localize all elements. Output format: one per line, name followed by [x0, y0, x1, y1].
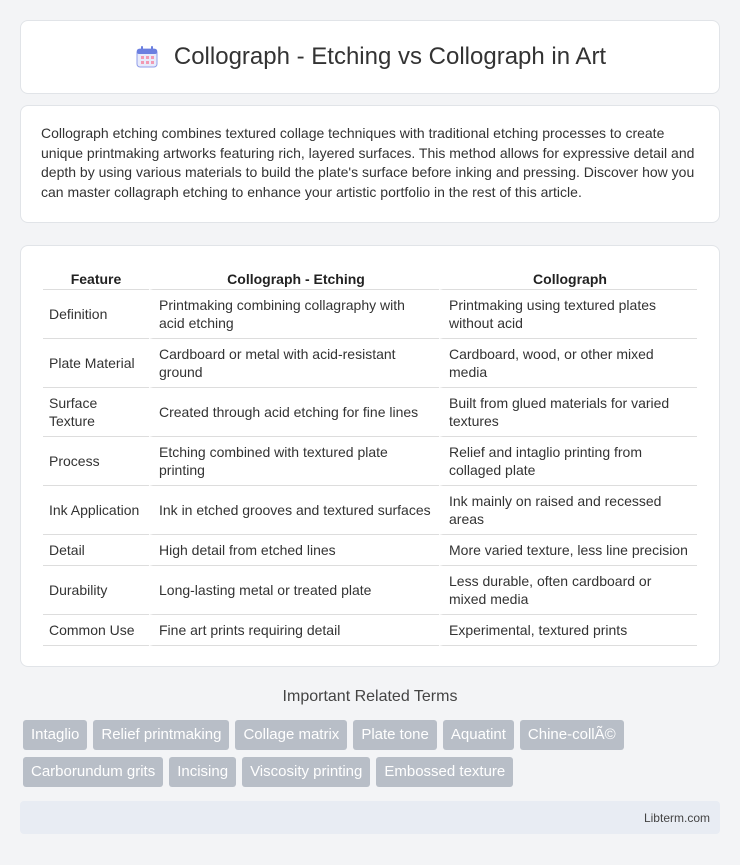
- table-cell: Definition: [43, 290, 149, 339]
- table-header-row: [43, 264, 697, 290]
- related-term-tag[interactable]: Plate tone: [353, 720, 437, 750]
- table-row: [43, 437, 697, 486]
- table-row: [43, 486, 697, 535]
- table-cell: Ink mainly on raised and recessed areas: [439, 486, 697, 535]
- footer-site-link[interactable]: Libterm.com: [643, 811, 710, 825]
- table-row: [43, 339, 697, 388]
- table-cell: Durability: [43, 566, 149, 615]
- table-row: [43, 535, 697, 566]
- table-cell: Built from glued materials for varied textures: [439, 388, 697, 437]
- table-row: [43, 290, 697, 339]
- table-cell: Detail: [43, 535, 149, 566]
- intro-card: [20, 105, 720, 223]
- intro-text: Collograph etching combines textured collage techniques with traditional etching processes to create unique printmaking artworks featuring rich, layered surfaces. This method allows for expressive detail and depth by using various materials to build the plate's surface before inking and pressing. Discover how you can master collagraph etching to enhance your artistic portfolio in the rest of this article.: [41, 125, 695, 200]
- table-row: [43, 566, 697, 615]
- related-terms-list: [23, 720, 723, 794]
- table-row: [43, 615, 697, 646]
- column-header: Feature: [43, 264, 149, 290]
- table-cell: Cardboard or metal with acid-resistant ground: [149, 339, 439, 388]
- column-header: Collograph - Etching: [149, 264, 439, 290]
- table-cell: Ink Application: [43, 486, 149, 535]
- table-row: [43, 388, 697, 437]
- table-cell: Less durable, often cardboard or mixed media: [439, 566, 697, 615]
- table-cell: Long-lasting metal or treated plate: [149, 566, 439, 615]
- page-title: Collograph - Etching vs Collograph in Art: [173, 43, 607, 70]
- table-cell: Surface Texture: [43, 388, 149, 437]
- header-card: [20, 20, 720, 94]
- table-cell: Cardboard, wood, or other mixed media: [439, 339, 697, 388]
- calendar-icon: [134, 44, 160, 70]
- table-cell: Printmaking combining collagraphy with acid etching: [149, 290, 439, 339]
- table-cell: Common Use: [43, 615, 149, 646]
- column-header: Collograph: [439, 264, 697, 290]
- table-cell: High detail from etched lines: [149, 535, 439, 566]
- table-cell: Printmaking using textured plates without acid: [439, 290, 697, 339]
- comparison-table: [43, 264, 697, 646]
- table-cell: Fine art prints requiring detail: [149, 615, 439, 646]
- related-term-tag[interactable]: Intaglio: [23, 720, 87, 750]
- table-cell: More varied texture, less line precision: [439, 535, 697, 566]
- comparison-table-card: [20, 245, 720, 667]
- related-term-tag[interactable]: Embossed texture: [376, 757, 513, 787]
- table-cell: Ink in etched grooves and textured surfaces: [149, 486, 439, 535]
- related-terms-title: Important Related Terms: [282, 688, 458, 705]
- table-cell: Process: [43, 437, 149, 486]
- related-term-tag[interactable]: Viscosity printing: [242, 757, 370, 787]
- related-term-tag[interactable]: Chine-collÃ©: [520, 720, 624, 750]
- related-term-tag[interactable]: Carborundum grits: [23, 757, 163, 787]
- table-cell: Plate Material: [43, 339, 149, 388]
- related-term-tag[interactable]: Aquatint: [443, 720, 514, 750]
- footer: [20, 801, 720, 834]
- related-term-tag[interactable]: Incising: [169, 757, 236, 787]
- table-cell: Experimental, textured prints: [439, 615, 697, 646]
- table-cell: Created through acid etching for fine lines: [149, 388, 439, 437]
- related-term-tag[interactable]: Collage matrix: [235, 720, 347, 750]
- table-cell: Relief and intaglio printing from collaged plate: [439, 437, 697, 486]
- table-cell: Etching combined with textured plate printing: [149, 437, 439, 486]
- related-term-tag[interactable]: Relief printmaking: [93, 720, 229, 750]
